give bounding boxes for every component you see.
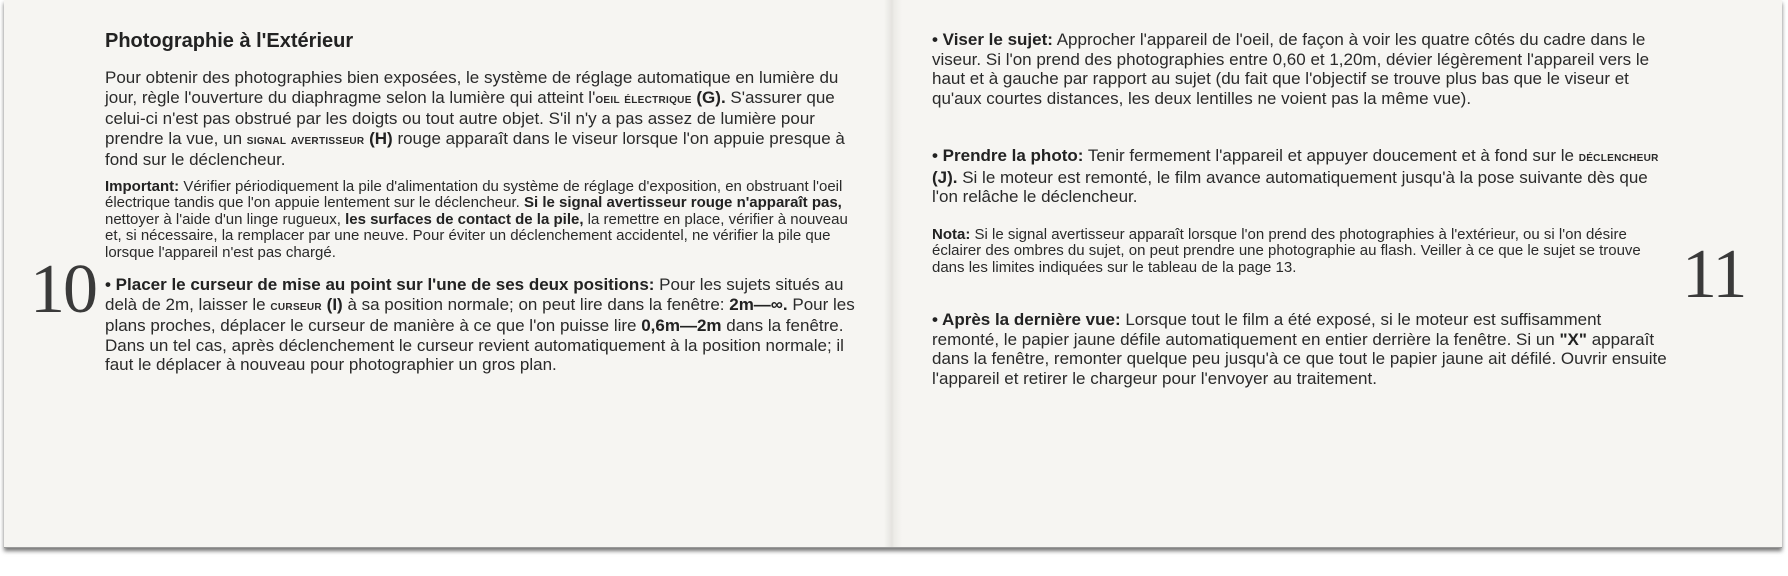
page-number-left: 10 [30,251,96,328]
apres-paragraph: • Après la dernière vue: Lorsque tout le film a été exposé, si le moteur est suffisamment remonté, le papier jaune défile automatiquement en entier derrière la fenêtre. Si un "X" apparaît dans la fenêtre, remonter quelque peu jusqu'à ce que tout le papier jaune ait défilé. Ouvrir ensuite l'appareil et retirer le chargeur pour l'envoyer au traitement. [932,310,1667,388]
focus-heading: • Placer le curseur de mise au point sur l'une de ses deux positions: [105,275,655,294]
prendre-paragraph: • Prendre la photo: Tenir fermement l'appareil et appuyer doucement et à fond sur le déclencheur (J). Si le moteur est remonté, le film avance automatiquement jusqu'à la pose suivante dès que l'on relâche le déclencheur. [932,146,1659,206]
viser-heading: • Viser le sujet: [932,30,1053,49]
page-gutter [884,0,902,547]
left-page-column [105,30,865,375]
intro-paragraph: Pour obtenir des photographies bien exposées, le système de réglage automatique en lumière du jour, règle l'ouverture du diaphragme selon la lumière qui atteint l'oeil électrique (G). S'assurer que celui-ci n'est pas obstrué par les doigts ou tout autre objet. S'il n'y a pas assez de lumière pour prendre la vue, un signal avertisseur (H) rouge apparaît dans le viseur lorsque l'on appuie presque à fond sur le déclencheur. [105,68,845,169]
booklet-spread [4,0,1782,548]
prendre-heading: • Prendre la photo: [932,146,1084,165]
focus-paragraph: • Placer le curseur de mise au point sur l'une de ses deux positions: Pour les sujets situés au delà de 2m, laisser le curseur (I) à sa position normale; on peut lire dans la fenêtre: 2m—∞. Pour les plans proches, déplacer le curseur de manière à ce que l'on puisse lire 0,6m—2m dans la fenêtre. Dans un tel cas, après déclenchement le curseur revient automatiquement à la position normale; il faut le déplacer à nouveau pour photographier un gros plan. [105,275,855,374]
important-paragraph: Important: Vérifier périodiquement la pile d'alimentation du système de réglage d'exposition, en obstruant l'oeil électrique tandis que l'on appuie lentement sur le déclencheur. Si le signal avertisseur rouge n'apparaît pas, nettoyer à l'aide d'un linge rugueux, les surfaces de contact de la pile, la remettre en place, vérifier à nouveau et, si nécessaire, la remplacer par une neuve. Pour éviter un déclenchement accidentel, ne vérifier la pile que lorsque l'appareil n'est pas chargé. [105,177,848,261]
apres-heading: • Après la dernière vue: [932,310,1121,329]
viser-paragraph: • Viser le sujet: Approcher l'appareil de l'oeil, de façon à voir les quatre côtés du cadre dans le viseur. Si l'on prend des photographies entre 0,60 et 1,20m, dévier légèrement l'appareil vers le haut et à gauche par rapport au sujet (du fait que l'objectif se trouve plus bas que le viseur et qu'aux courtes distances, les deux lentilles ne voient pas la même vue). [932,30,1650,108]
page-number-right: 11 [1682,236,1746,313]
nota-paragraph: Nota: Si le signal avertisseur apparaît lorsque l'on prend des photographies à l'extérieur, ou si l'on désire éclairer des ombres du sujet, on peut prendre une photographie au flash. Veiller à ce que le sujet se trouve dans les limites indiquées sur le tableau de la page 13. [932,225,1641,276]
right-page-column [932,30,1672,388]
page-title: Photographie à l'Extérieur [105,30,354,52]
